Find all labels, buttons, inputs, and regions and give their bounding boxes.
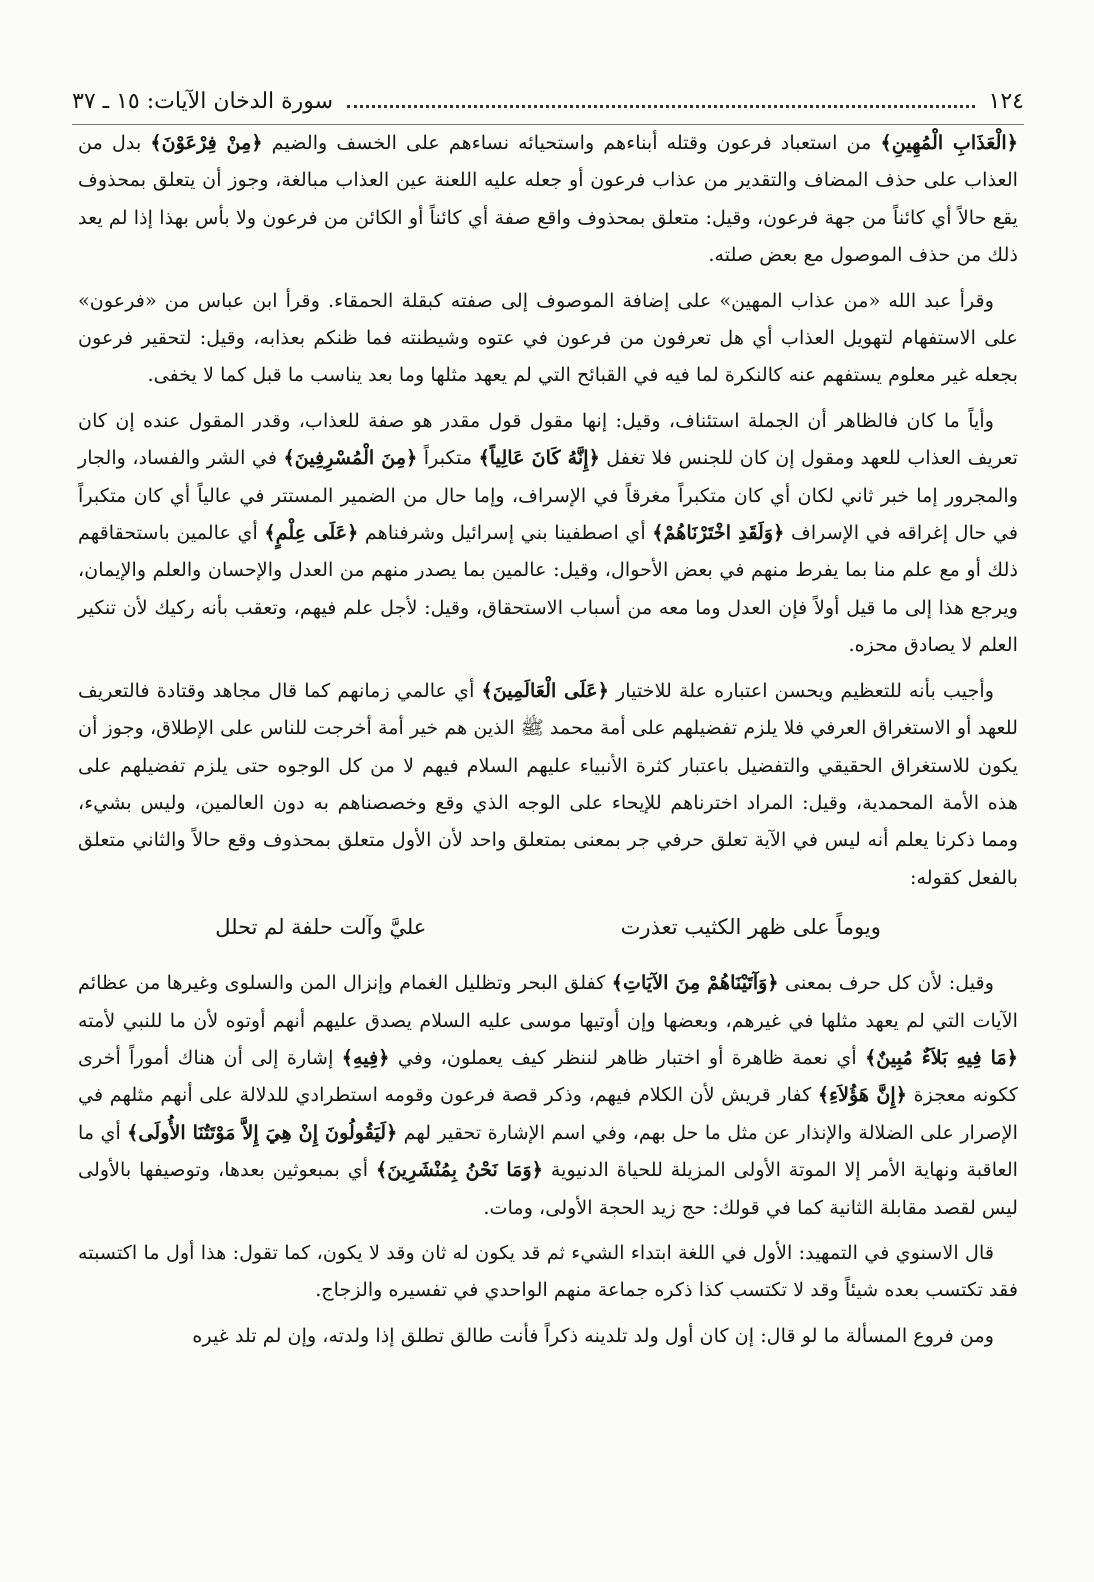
poem-second-hemistich: عليَّ وآلت حلفة لم تحلل	[215, 915, 427, 940]
text-run: أي اصطفينا بني إسرائيل وشرفناهم	[358, 521, 653, 545]
quran-phrase: ﴿فِيهِ﴾	[341, 1045, 390, 1069]
text-run: ومن فروع المسألة ما لو قال: إن كان أول ولد تلدينه ذكراً فأنت طالق تطلق إذا ولدته، وإن لم تلد غيره	[192, 1323, 994, 1347]
paragraph-5	[78, 964, 1018, 1226]
quran-phrase: ﴿وَآتَيْنَاهُمْ مِنَ الآيَاتِ﴾	[611, 971, 779, 995]
quran-phrase: ﴿مِنَ الْمُسْرِفِينَ﴾	[283, 446, 418, 470]
text-run: أي عالمي زمانهم كما قال مجاهد وقتادة فالتعريف للعهد أو الاستغراق العرفي فلا يلزم تفضيلهم على أمة محمد ﷺ الذين هم خير أمة أخرجت للناس على الإطلاق، وجوز أن يكون للاستغراق الحقيقي والتفضيل باعتبار كثرة الأنبياء عليهم السلام فيهم لا من كل الوجوه حتى يلزم تفضيلهم على هذه الأمة المحمدية، وقيل: المراد اخترناهم للإيحاء على الوجه الذي وقع وخصصناهم به دون العالمين، وليس بشيء، ومما ذكرنا يعلم أنه ليس في الآية تعلق حرفي جر بمعنى بمتعلق واحد لأن الأول متعلق بمحذوف وقع حالاً والثاني متعلق بالفعل كقوله:	[78, 678, 1018, 889]
quran-phrase: ﴿لَيَقُولُونَ إِنْ هِيَ إِلاَّ مَوْتَتُنَا الأُولَى﴾	[127, 1120, 398, 1144]
quran-phrase: ﴿عَلَى الْعَالَمِينَ﴾	[481, 678, 609, 702]
text-run: بدل من العذاب على حذف المضاف والتقدير من عذاب فرعون أو جعله عليه اللعنة عين العذاب مبالغة، وجوز أن يتعلق بمحذوف يقع حالاً أي كائناً من جهة فرعون، وقيل: متعلق بمحذوف واقع صفة أي كائناً أو الكائن من فرعون ولا بأس بهذا إذا لم يعد ذلك من حذف الموصول مع بعض صلته.	[78, 131, 1018, 267]
quran-phrase: ﴿الْعَذَابِ الْمُهِينِ﴾	[880, 131, 1018, 154]
quran-phrase: ﴿وَلَقَدِ اخْتَرْنَاهُمْ﴾	[652, 521, 785, 545]
paragraph-3	[78, 402, 1018, 664]
quran-phrase: ﴿إِنَّ هَؤُلاَءِ﴾	[817, 1083, 907, 1107]
quran-phrase: ﴿إِنَّهُ كَانَ عَالِياً﴾	[478, 446, 600, 470]
paragraph-6	[78, 1234, 1018, 1309]
text-run: أي عالمين باستحقاقهم ذلك أو مع علم منا بما يفرط منهم في بعض الأحوال، وقيل: عالمين بما يصدر منهم من العدل والإحسان والعلم والإيمان، ويرجع هذا إلى ما قيل أولاً فإن العدل وما معه من أسباب الاستحقاق، وقيل: لأجل علم فيهم، وتعقب بأنه ركيك لأن تنكير العلم لا يصادق محزه.	[78, 521, 1018, 657]
page-header	[72, 84, 1024, 118]
paragraph-2	[78, 282, 1018, 394]
page-number: ١٢٤	[988, 88, 1024, 114]
page-body	[78, 124, 1018, 1362]
text-run: أي نعمة ظاهرة أو اختبار ظاهر لننظر كيف يعملون، وفي	[389, 1045, 866, 1069]
text-run: وقرأ عبد الله «من عذاب المهين» على إضافة الموصوف إلى صفته كبقلة الحمقاء. وقرأ ابن عباس من «فرعون» على الاستفهام لتهويل العذاب أي هل تعرفون من فرعون في عتوه وشيطنته فما ظنكم بعذابه، وقيل: لتحقير فرعون بجعله غير معلوم يستفهم عنه كالنكرة لما فيه في القبائح التي لم يعهد مثلها وما بعد يناسب ما قبل كما لا يخفى.	[78, 288, 1018, 387]
text-run: في الشر والفساد، والجار والمجرور إما خبر ثاني لكان أي كان متكبراً مغرقاً في الإسراف، وإما حال من الضمير المستتر في عالياً أي كان متكبراً في حال إغراقه في الإسراف	[78, 446, 1019, 545]
text-run: إشارة إلى أن هناك أموراً أخرى ككونه معجزة	[78, 1045, 1018, 1107]
poem-first-hemistich: ويوماً على ظهر الكثيب تعذرت	[620, 915, 881, 940]
text-run: أي ما العاقبة ونهاية الأمر إلا الموتة الأولى المزيلة للحياة الدنيوية	[78, 1120, 1018, 1182]
quran-phrase: ﴿عَلَى عِلْمٍ﴾	[264, 521, 359, 545]
text-run: كفلق البحر وتظليل الغمام وإنزال المن والسلوى وغيرها من عظائم الآيات التي لم يعهد مثلها في غيرهم، وبعضها وإن أوتيها موسى عليه السلام يصدق عليهم أنهم أوتوه لأن ما للنبي لأمته	[78, 971, 1018, 1032]
text-run: متكبراً	[417, 446, 479, 470]
text-run: من استعباد فرعون وقتله أبناءهم واستحيائه نساءهم على الخسف والضيم	[262, 131, 881, 154]
chapter-title: سورة الدخان الآيات: ١٥ ـ ٣٧	[72, 88, 334, 114]
quran-phrase: ﴿وَمَا نَحْنُ بِمُنْشَرِينَ﴾	[375, 1158, 543, 1182]
text-run: كفار قريش لأن الكلام فيهم، وذكر قصة فرعون وقومه استطرادي للدلالة على أنهم مثلهم في الإصرار على الضلالة والإنذار عن مثل ما حل بهم، وفي اسم الإشارة تحقير لهم	[78, 1083, 1018, 1144]
text-run: أي بمبعوثين بعدها، وتوصيفها بالأولى ليس لقصد مقابلة الثانية كما في قولك: حج زيد الحجة الأولى، ومات.	[78, 1158, 1018, 1219]
text-run: وأجيب بأنه للتعظيم ويحسن اعتباره علة للاختيار	[608, 678, 994, 702]
quran-phrase: ﴿مَا فِيهِ بَلاَءٌ مُبِينٌ﴾	[865, 1045, 1018, 1069]
header-dotted-leader	[347, 95, 974, 108]
text-run: قال الاسنوي في التمهيد: الأول في اللغة ابتداء الشيء ثم قد يكون له ثان وقد لا يكون، كما تقول: هذا أول ما اكتسبته فقد تكتسب بعده شيئاً وقد لا تكتسب كذا ذكره جماعة منهم الواحدي في تفسيره والزجاج.	[78, 1240, 1018, 1302]
paragraph-4	[78, 672, 1018, 896]
text-run: وأياً ما كان فالظاهر أن الجملة استئناف، وقيل: إنها مقول قول مقدر هو صفة للعذاب، وقدر المقول عنده إن كان تعريف العذاب للعهد ومقول إن كان للجنس فلا تغفل	[78, 408, 1019, 470]
paragraph-7	[78, 1317, 1018, 1354]
paragraph-1	[78, 124, 1018, 274]
quran-phrase: ﴿مِنْ فِرْعَوْنَ﴾	[150, 131, 263, 154]
poem-verse	[118, 904, 978, 952]
text-run: وقيل: لأن كل حرف بمعنى	[778, 971, 994, 995]
